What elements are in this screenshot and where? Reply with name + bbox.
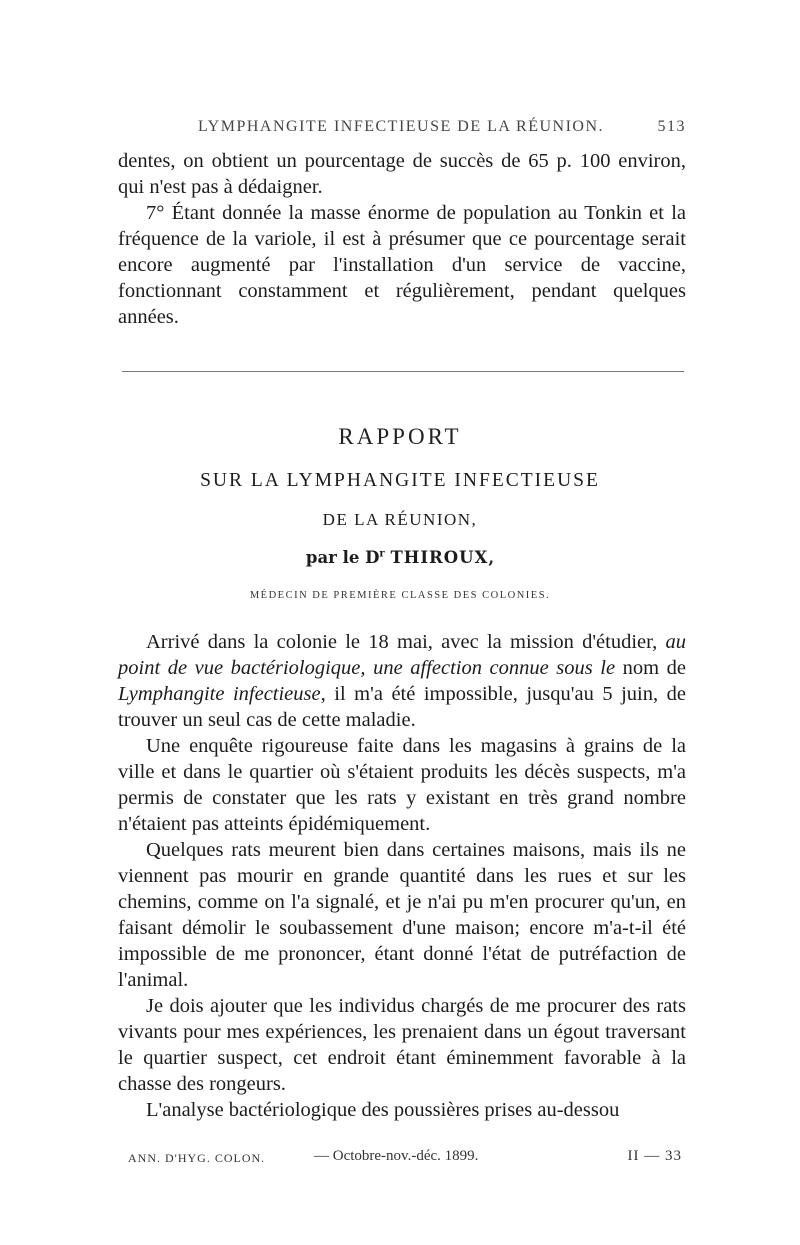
author-prefix: par le D [305,548,380,567]
article-title: RAPPORT [338,424,462,449]
author-suffix: , [488,548,495,567]
p1-text-c: , il m'a été impossible, jusqu'au 5 juin, de trouver un seul cas de cette maladie. [118,683,686,731]
author-title-sup: r [379,548,385,560]
body-paragraph-3: Quelques rats meurent bien dans certaines maisons, mais ils ne viennent pas mourir en grande quantité dans les rues et sur les chemins, comme on l'a signalé, et je n'ai pu m'en procurer qu'un, en faisant démolir le soubassement d'une maison; encore m'a-t-il été impossible de me prononcer, étant donné l'état de putréfaction de l'animal. [118,839,686,991]
p1-italic: au point de vue bactériologique, une affection connue sous le [118,631,686,679]
article-subtitle: SUR LA LYMPHANGITE INFECTIEUSE [200,470,600,491]
p1-text-a: Arrivé dans la colonie le 18 mai, avec la mission d'étudier, [146,631,666,653]
body-paragraph-1 [118,629,686,733]
footer-date: — Octobre-nov.-déc. 1899. [314,1148,479,1164]
p1-text-b: nom de [615,657,686,679]
p1-italic-disease: Lymphangite infectieuse [118,683,321,705]
continued-paragraph: dentes, on obtient un pourcentage de succès de 65 p. 100 environ, qui n'est pas à dédaigner. [118,150,686,198]
article-place: DE LA RÉUNION, [322,510,478,529]
article-body [118,629,686,1123]
section-divider [122,371,684,372]
author-line [0,548,800,567]
previous-article-text [118,148,686,330]
body-paragraph-5: L'analyse bactériologique des poussières prises au-dessou [146,1099,620,1121]
footer-signature: II — 33 [627,1148,682,1164]
body-paragraph-2: Une enquête rigoureuse faite dans les magasins à grains de la ville et dans le quartier où s'étaient produits les décès suspects, m'a permis de constater que les rats y existant en très grand nombre n'étaient pas atteints épidémiquement. [118,735,686,835]
conclusion-item-7: 7° Étant donnée la masse énorme de population au Tonkin et la fréquence de la variole, il est à présumer que ce pourcentage serait encore augmenté par l'installation d'un service de vaccine, fonctionnant constamment et régulièrement, pendant quelques années. [118,202,686,328]
author-affiliation: MÉDECIN DE PREMIÈRE CLASSE DES COLONIES. [249,590,551,601]
author-name: THIROUX [390,548,489,567]
page-number: 513 [657,118,686,135]
running-head-title: LYMPHANGITE INFECTIEUSE DE LA RÉUNION. [198,118,605,135]
footer-journal: ANN. D'HYG. COLON. [128,1151,266,1165]
body-paragraph-4: Je dois ajouter que les individus chargés de me procurer des rats vivants pour mes expériences, les prenaient dans un égout traversant le quartier suspect, cet endroit étant éminemment favorable à la chasse des rongeurs. [118,995,686,1095]
